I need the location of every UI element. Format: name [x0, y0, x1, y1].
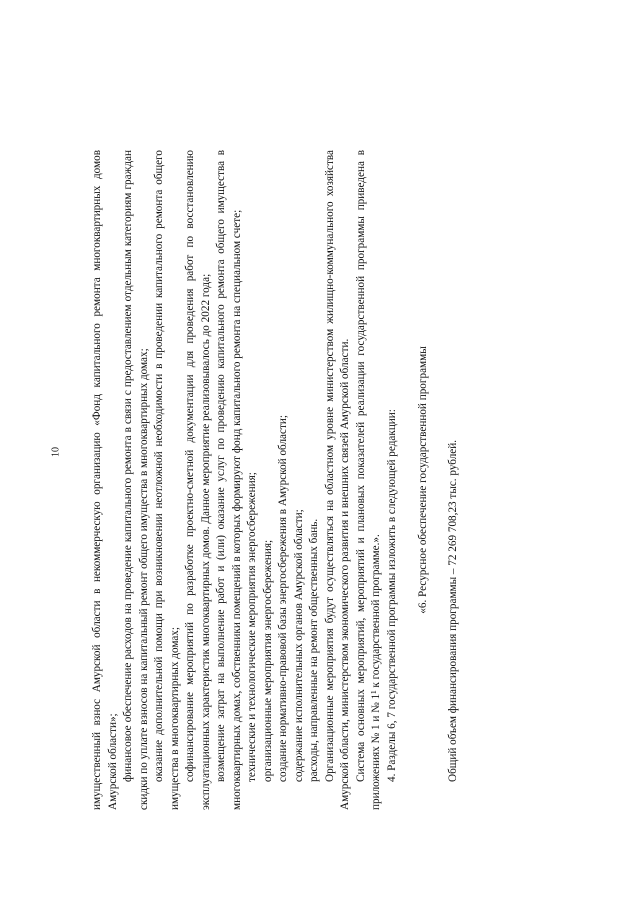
list-item: расходы, направленные на ремонт общественных бань.: [308, 518, 320, 782]
paragraph-total-funding: Общий объем финансирования программы – 72 269 708,23 тыс. рублей.: [446, 439, 459, 782]
list-item: технические и технологические мероприятия энергосбережения;: [246, 472, 258, 782]
list-item: организационные мероприятия энергосбережения;: [261, 539, 274, 782]
section-heading: «6. Ресурсное обеспечение государственной программы: [417, 346, 429, 614]
paragraph-sections-amendment: 4. Разделы 6, 7 государственной программы изложить в следующей редакции:: [385, 409, 398, 782]
paragraph-reimbursement: возмещение затрат на выполнение работ и (или) оказание услуг по проведению капитального ремонта общего имущества в многоквартирных домах, собственники помещений в которых формируют фонд капитального ремонта на специальном счете;: [215, 150, 243, 810]
paragraph-cofinancing: софинансирование мероприятий по разработке проектно-сметной документации для проведения работ по восстановлению эксплуатационных характеристик многоквартирных домов. Данное мероприятие реализовывалось до 2022 года;: [184, 150, 212, 810]
list-item: создание нормативно-правовой базы энергосбережения в Амурской области;: [277, 415, 289, 782]
page-number: 10: [50, 447, 62, 457]
paragraph-organizational: Организационные мероприятия будут осуществляться на областном уровне министерством жилищно-коммунального хозяйства Амурской области, министерством экономического развития и внешних связей Амурской области.: [323, 150, 351, 810]
paragraph-property-contribution: имущественный взнос Амурской области в некоммерческую организацию «Фонд капитального ремонта многоквартирных домов Амурской области»;: [91, 150, 119, 810]
paragraph-additional-assistance: оказание дополнительной помощи при возникновении неотложной необходимости в проведении капитального ремонта общего имущества в многоквартирных домах;: [153, 150, 181, 810]
energy-measures-list: [245, 150, 323, 810]
list-item: содержание исполнительных органов Амурской области;: [292, 509, 305, 782]
document-body: [90, 150, 550, 810]
paragraph-system: Система основных мероприятий, мероприятий и плановых показателей реализации государственной программы приведена в приложениях № 1 и № 1¹ к государственной программе.».: [354, 150, 382, 810]
paragraph-discount-financing: финансовое обеспечение расходов на проведение капитального ремонта в связи с предоставлением отдельным категориям граждан скидки по уплате взносов на капитальный ремонт общего имущества в многоквартирных домах;: [122, 150, 150, 810]
